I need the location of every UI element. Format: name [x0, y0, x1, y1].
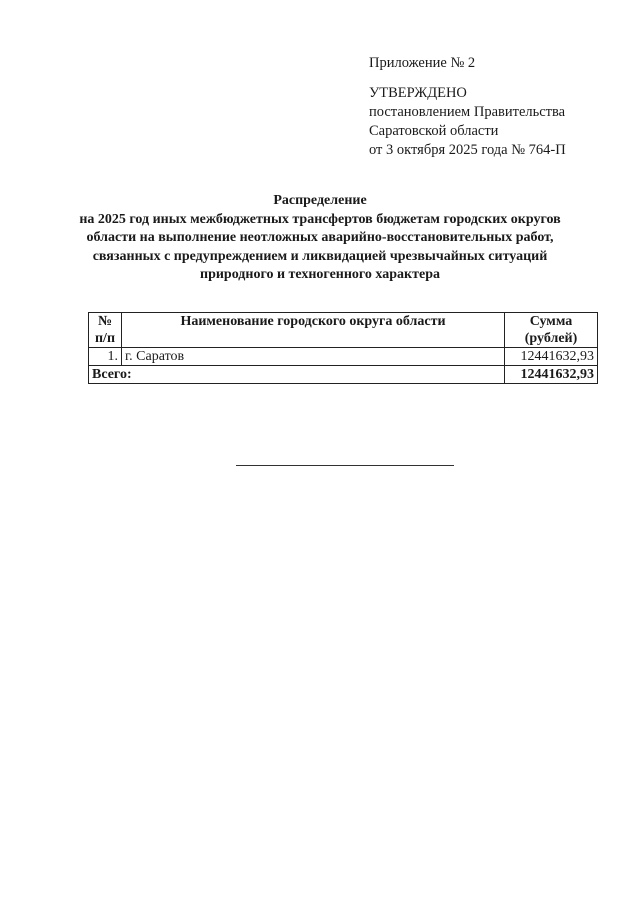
title-heading: Распределение — [273, 193, 367, 208]
approval-line-3: от 3 октября 2025 года № 764-П — [369, 142, 566, 158]
distribution-table — [88, 312, 598, 384]
total-sum: 12441632,93 — [505, 366, 598, 384]
title-line-3: связанных с предупреждением и ликвидацией чрезвычайных ситуаций — [92, 248, 548, 264]
approval-line-1: постановлением Правительства — [369, 104, 566, 120]
approved-stamp-text: УТВЕРЖДЕНО — [369, 85, 467, 101]
separator-line — [236, 465, 454, 466]
row-district-name: г. Саратов — [122, 348, 505, 366]
header-name: Наименование городского округа области — [122, 313, 505, 348]
title-line-1: на 2025 год иных межбюджетных трансфертов бюджетам городских округов — [79, 211, 561, 227]
header-sum-line1: Сумма — [529, 314, 573, 329]
table-row — [89, 348, 598, 366]
header-number — [89, 313, 122, 348]
approval-block — [369, 54, 566, 160]
title-line-2: области на выполнение неотложных аварийно-восстановительных работ, — [86, 230, 554, 245]
table-header-row — [89, 313, 598, 348]
row-number: 1. — [89, 348, 122, 366]
document-title — [60, 192, 580, 285]
header-sum — [505, 313, 598, 348]
header-number-line1: № — [97, 314, 113, 329]
approval-line-2: Саратовской области — [369, 123, 499, 139]
title-line-4: природного и техногенного характера — [200, 267, 440, 282]
row-sum: 12441632,93 — [505, 348, 598, 366]
appendix-label: Приложение № 2 — [369, 55, 476, 71]
total-label: Всего: — [89, 366, 505, 384]
table-total-row — [89, 366, 598, 384]
header-sum-line2: (рублей) — [524, 331, 578, 346]
header-number-line2: п/п — [94, 331, 116, 346]
